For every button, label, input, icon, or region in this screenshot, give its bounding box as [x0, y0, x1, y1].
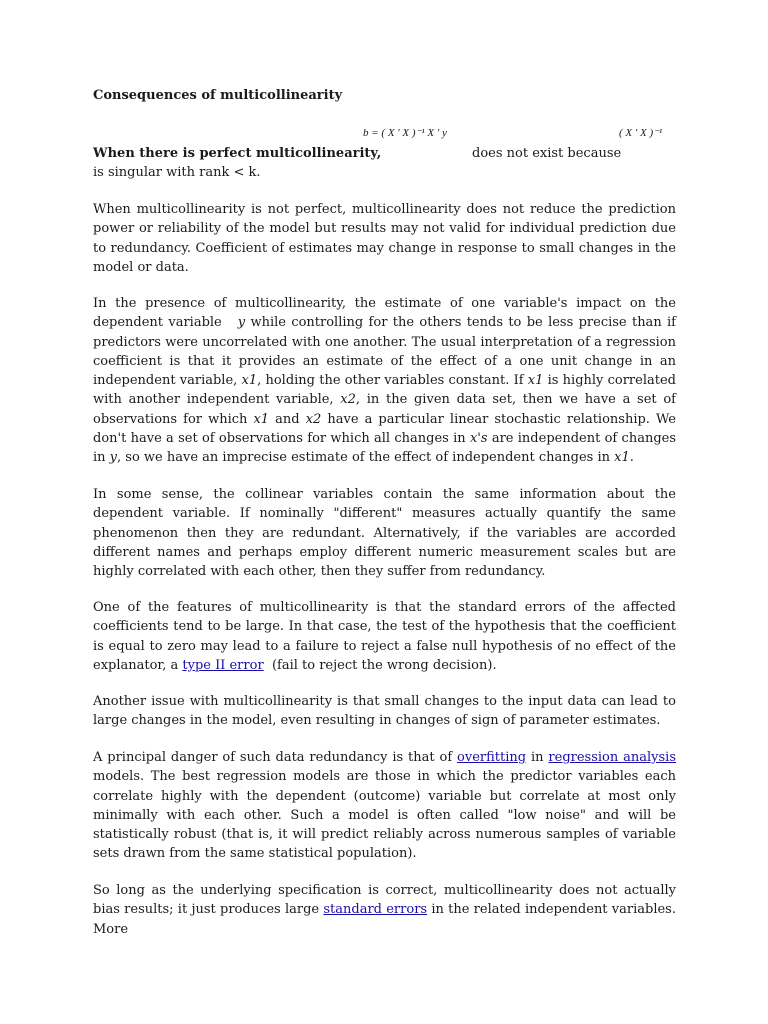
regression-analysis-link[interactable]: regression analysis: [548, 750, 676, 765]
paragraph-small-changes: Another issue with multicollinearity is that small changes to the input data can lead to large changes in the model, even resulting in changes of sign of parameter estimates.: [93, 694, 676, 729]
paragraph-presence: In the presence of multicollinearity, the estimate of one variable's impact on the dependent variable y while controlling for the others tends to be less precise than if predictors were uncorrelated with one another. The usual interpretation of a regression coefficient is that it provides an estimate of the effect of a one unit change in an independent variable, x1, holding the other variables constant. If x1 is highly correlated with another independent variable, x2, in the given data set, then we have a set of observations for which x1 and x2 have a particular linear stochastic relationship. We don't have a set of observations for which all changes in x's are independent of changes in y, so we have an imprecise estimate of the effect of independent changes in x1.: [93, 296, 677, 466]
singular-rank-line: is singular with rank < k.: [93, 165, 261, 180]
paragraph-not-perfect: When multicollinearity is not perfect, multicollinearity does not reduce the prediction power or reliability of the model but results may not valid for individual prediction due to redundancy. Coefficient of estimates may change in response to small changes in the model or data.: [93, 202, 676, 275]
xtx-inverse-formula: ( X ' X )⁻¹: [619, 127, 663, 139]
perfect-multicollinearity-bold: When there is perfect multicollinearity,: [93, 146, 382, 161]
section-heading: Consequences of multicollinearity: [93, 88, 343, 103]
paragraph-standard-errors: One of the features of multicollinearity is that the standard errors of the affected coefficients tend to be large. In that case, the test of the hypothesis that the coefficient is equal to zero may lead to a failure to reject a false null hypothesis of no effect of the explanator, a type II error (fail to reject the wrong decision).: [93, 600, 676, 673]
paragraph-overfitting: A principal danger of such data redundancy is that of overfitting in regression analysis models. The best regression models are those in which the predictor variables each correlate highly with the dependent (outcome) variable but correlate at most only minimally with each other. Such a model is often called "low noise" and will be statistically robust (that is, it will predict reliably across numerous samples of variable sets drawn from the same statistical population).: [93, 750, 676, 862]
ols-formula: b = ( X ' X )⁻¹ X ' y: [363, 127, 447, 139]
paragraph-collinear-variables: In some sense, the collinear variables contain the same information about the dependent variable. If nominally "different" measures actually quantify the same phenomenon then they are redundant. Alternatively, if the variables are accorded different names and perhaps employ different numeric measurement scales but are highly correlated with each other, then they suffer from redundancy.: [93, 487, 676, 580]
type-ii-error-link[interactable]: type II error: [182, 657, 264, 673]
perfect-multicollinearity-line: [93, 146, 676, 161]
paragraph-specification: So long as the underlying specification is correct, multicollinearity does not actually bias results; it just produces large standard errors in the related independent variables. More: [93, 883, 676, 937]
does-not-exist-text: does not exist because: [472, 146, 622, 161]
overfitting-link[interactable]: overfitting: [457, 750, 527, 765]
standard-errors-link[interactable]: standard errors: [323, 902, 428, 918]
